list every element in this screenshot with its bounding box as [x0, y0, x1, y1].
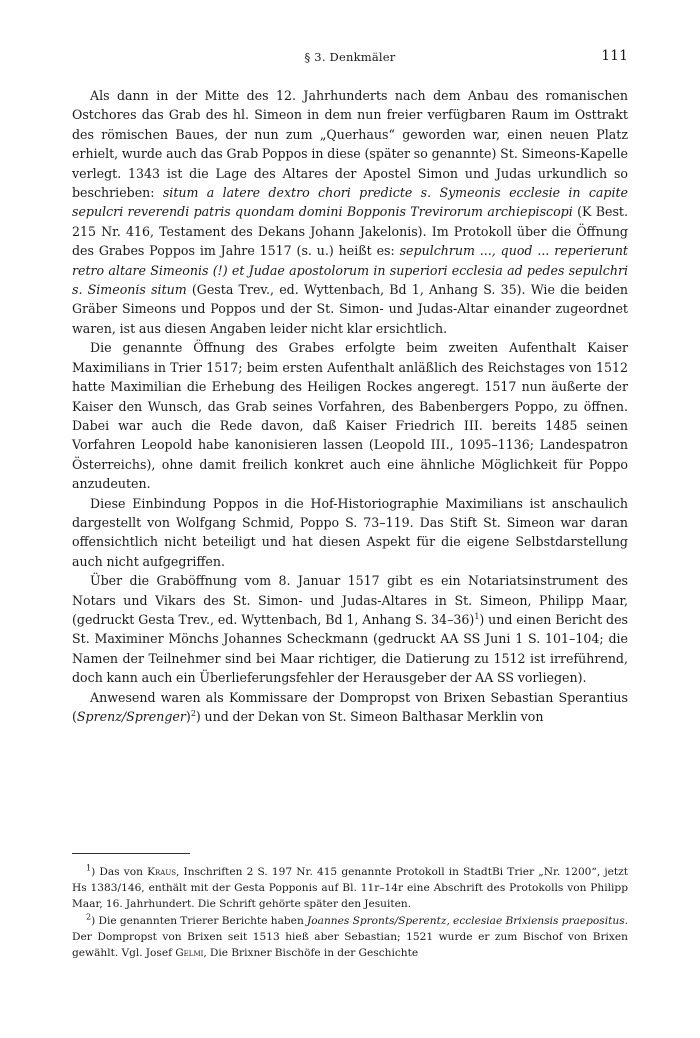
- paragraph-5: [72, 688, 628, 727]
- text-run: (K Best. 215 Nr. 416, Testament des Dekans Johann Jakelonis). Im Protokoll über die Öffnung des Grabes Poppos im Jahre 1517 (s. u.) heißt es:: [72, 204, 628, 259]
- main-text: [72, 86, 628, 726]
- text-run: (Gesta Trev., ed. Wyttenbach, Bd 1, Anhang S. 35). Wie die beiden Gräber Simeons und Poppos und der St. Simon- und Judas-Altar einander zugeordnet waren, ist aus diesen Angaben leider nicht klar ersichtlich.: [72, 282, 628, 336]
- footnote-rule: [72, 853, 190, 854]
- paragraph-3: [72, 494, 628, 572]
- page-header: [72, 48, 628, 70]
- text-run: Als dann in der Mitte des 12. Jahrhunderts nach dem Anbau des romanischen Ostchores das Grab des hl. Simeon in dem nun freier verfügbaren Raum im Osttrakt des römischen Baues, der nun zum „Querhaus“ geworden war, einen neuen Platz erhielt, wurde auch das Grab Poppos in diese (später so genannte) St. Simeons-Kapelle verlegt. 1343 ist die Lage des Altares der Apostel Simon und Judas urkundlich so beschrieben:: [72, 88, 628, 201]
- text-run: Sprenz/Sprenger: [76, 709, 186, 724]
- text-run: sepulchrum ..., quod ... reperierunt retro altare Simeonis (!) et Judae apostolorum in superiori ecclesia ad pedes sepulchri s. Simeonis situm: [72, 243, 628, 298]
- running-head: § 3. Denkmäler: [304, 50, 396, 64]
- text-run: Über die Graböffnung vom 8. Januar 1517 gibt es ein Notariatsinstrument des Notars und Vikars des St. Simon- und Judas-Altares in St. Simeon, Philipp Maar, (gedruckt Gesta Trev., ed. Wyttenbach, Bd 1, Anhang S. 34–36): [72, 573, 628, 627]
- text-run: ) und der Dekan von St. Simeon Balthasar Merklin von: [195, 709, 544, 724]
- footnote-run: 2: [86, 912, 92, 922]
- page-number: 111: [601, 48, 628, 64]
- footnote-run: 1: [86, 863, 92, 873]
- text-run: ): [185, 709, 191, 724]
- footnote-run: Der Dompropst von Brixen seit 1513 hieß aber Sebastian; 1521 wurde er zum Bischof von Brixen gewählt. Vgl. Josef: [72, 930, 628, 960]
- footnote-run: Kraus: [147, 866, 177, 878]
- text-run: Die genannte Öffnung des Grabes erfolgte beim zweiten Aufenthalt Kaiser Maximilians in Trier 1517; beim ersten Aufenthalt anläßlich des Reichstages von 1512 hatte Maximilian die Erhebung des Heiligen Rockes angeregt. 1517 nun äußerte der Kaiser den Wunsch, das Grab seines Vorfahren, des Babenbergers Poppo, zu öffnen. Dabei war auch die Rede davon, daß Kaiser Friedrich III. bereits 1485 seinen Vorfahren Leopold habe kanonisieren lassen (Leopold III., 1095–1136; Landespatron Österreichs), ohne damit freilich konkret auch eine ähnliche Möglichkeit für Poppo anzudeuten.: [72, 340, 628, 492]
- text-run: situm a latere dextro chori predicte s. Symeonis ecclesie in capite sepulcri reverendi patris quondam domini Bopponis Trevirorum archiepiscopi: [72, 185, 629, 220]
- footnote-run: ) Das von: [91, 866, 148, 878]
- paragraph-2: [72, 338, 628, 493]
- footnotes: [72, 864, 628, 961]
- paragraph-4: [72, 571, 628, 687]
- footnote-run: , Die Brixner Bischöfe in der Geschichte: [203, 947, 419, 960]
- footnote-run: ) Die genannten Trierer Berichte haben: [91, 914, 308, 927]
- text-run: 2: [190, 708, 196, 718]
- text-run: 1: [474, 611, 480, 621]
- footnote-run: Joannes Spronts/Sperentz, ecclesiae Brixiensis praepositus.: [307, 914, 628, 927]
- text-run: Anwesend waren als Kommissare der Dompropst von Brixen Sebastian Sperantius (: [72, 689, 628, 724]
- text-run: ) und einen Bericht des St. Maximiner Mönchs Johannes Scheckmann (gedruckt AA SS Juni 1 S. 101–104; die Namen der Teilnehmer sind bei Maar richtiger, die Datierung zu 1512 ist irreführend, doch kann auch ein Überlieferungsfehler der Herausgeber der AA SS vorliegen).: [72, 611, 629, 686]
- text-run: Diese Einbindung Poppos in die Hof-Historiographie Maximilians ist anschaulich dargestellt von Wolfgang Schmid, Poppo S. 73–119. Das Stift St. Simeon war daran offensichtlich nicht beteiligt und hat diesen Aspekt für die eigene Selbstdarstellung auch nicht aufgegriffen.: [72, 495, 628, 569]
- footnote-1: [72, 864, 628, 913]
- paragraph-1: [72, 86, 628, 338]
- footnote-2: [72, 913, 628, 962]
- footnote-run: Gelmi: [175, 947, 204, 960]
- footnote-run: , Inschriften 2 S. 197 Nr. 415 genannte Protokoll in StadtBi Trier „Nr. 1200“, jetzt Hs 1383/146, enthält mit der Gesta Popponis auf Bl. 11r–14r eine Abschrift des Protokolls von Philipp Maar, 16. Jahrhundert. Die Schrift gehörte später den Jesuiten.: [72, 866, 628, 911]
